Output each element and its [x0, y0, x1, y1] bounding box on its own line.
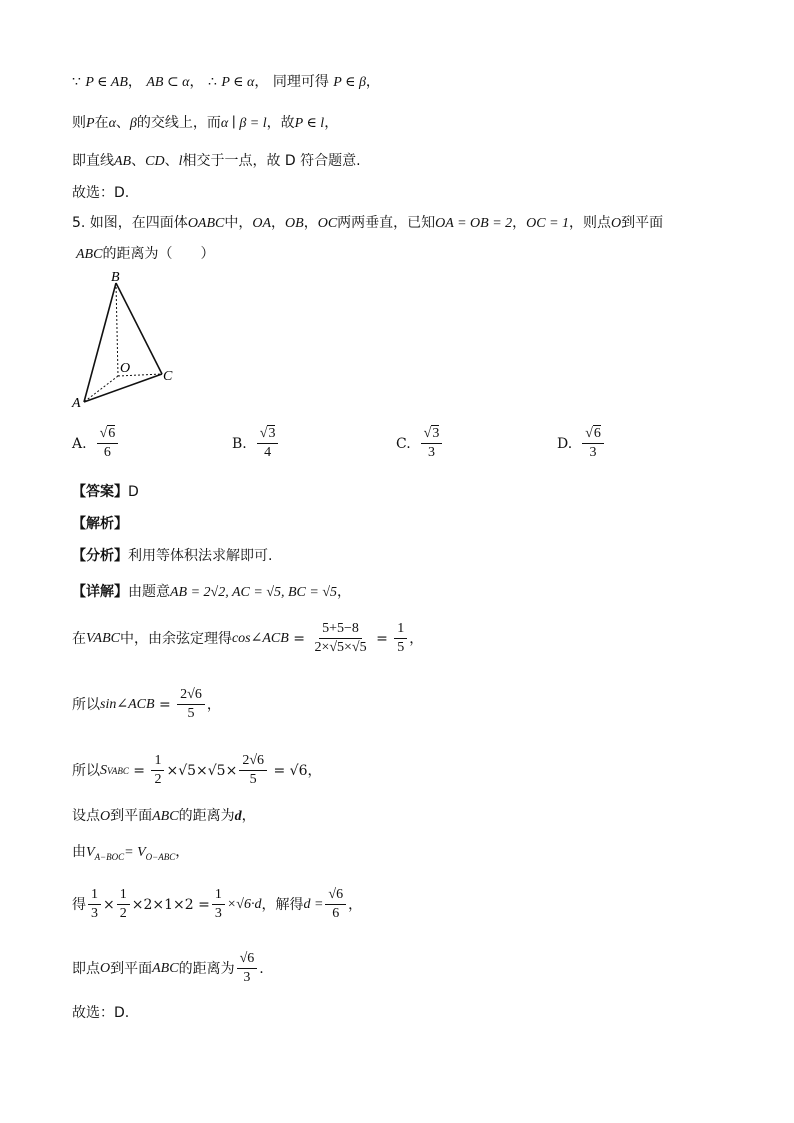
s6-solve: ，解得: [261, 896, 304, 913]
s6-result: [325, 886, 346, 923]
option-d-value: $\frac{√6}{3}$: [582, 425, 604, 462]
text-to-plane: 到平面: [621, 215, 664, 231]
cos-result-den: 5: [397, 640, 405, 655]
s6-d: d =: [303, 896, 324, 912]
question-5-line-1: [72, 213, 663, 234]
s4-d: d: [234, 809, 242, 824]
s3-s: S: [100, 762, 107, 778]
step-sine: 所以 sin∠ACB = $\frac{2√6}{5}$ ，: [72, 687, 221, 721]
text-then: 则: [72, 115, 86, 131]
s7-a: 即点: [72, 960, 100, 977]
option-d-letter: D.: [557, 435, 573, 452]
option-b-num: 3: [268, 426, 276, 441]
q5-blank: 的距离为（ ）: [102, 246, 215, 262]
answer-value: D: [128, 484, 139, 500]
sin-fraction: [177, 686, 205, 723]
therefore-symbol: ∴: [207, 74, 217, 90]
text-dunhao: 、: [115, 115, 130, 131]
comma-3: ，: [512, 215, 527, 231]
proof-line-1: ∵ P ∈ AB， AB ⊂ α， ∴ P ∈ α， 同理可得 P ∈ β，: [72, 74, 380, 90]
math-l: l: [178, 154, 183, 169]
s3-f1d: 2: [154, 772, 162, 787]
option-c-den: 3: [428, 445, 436, 460]
final-choice: 故选：D.: [72, 1005, 130, 1021]
option-c[interactable]: [396, 425, 444, 462]
edge-bo: [116, 283, 118, 376]
text-at: 在: [94, 115, 109, 131]
option-a-num: 6: [108, 426, 116, 441]
detail-text: 由题意: [128, 584, 170, 600]
math-alpha: α: [108, 116, 116, 131]
s6-frac-2: [117, 886, 130, 923]
s5-you: 由: [72, 844, 86, 860]
sin-num: 2√6: [177, 686, 205, 705]
proof-line-3: [72, 151, 361, 172]
math-alpha-cap-beta: α ∣ β = l: [220, 116, 267, 131]
s3-f1n: 1: [151, 752, 164, 771]
cos-den: 2×√5×√5: [314, 640, 367, 655]
option-a-letter: A.: [72, 435, 87, 452]
math-oc-1: OC = 1: [526, 216, 570, 231]
answer-choice-previous: 故选：D.: [72, 185, 130, 201]
edge-ba: [84, 283, 116, 402]
option-a[interactable]: [72, 425, 120, 462]
s3-res: = √6: [273, 762, 308, 779]
math-oc: OC: [317, 216, 338, 231]
comma-1: ，: [271, 215, 286, 231]
sin-den: 5: [187, 706, 195, 721]
s4-c: 到平面: [110, 808, 153, 824]
s6-rn: √6: [325, 886, 346, 905]
comma-2: ，: [303, 215, 318, 231]
math-p-in-ab: P ∈ AB: [85, 75, 128, 90]
text-line: 即直线: [72, 153, 114, 169]
detail-math: AB = 2√2, AC = √5, BC = √5: [170, 585, 338, 600]
option-d-num: 6: [593, 426, 601, 441]
s2-suoyi: 所以: [72, 696, 100, 713]
cos-fraction: [311, 620, 369, 657]
answer-line: [72, 482, 139, 502]
fenxi-line: [72, 546, 272, 566]
text-zhong: 中，: [224, 215, 253, 231]
step-conclusion: 即点 O 到平面 ABC 的距离为 $\frac{√6}{3}$ .: [72, 951, 264, 985]
math-ob: OB: [285, 216, 304, 231]
option-d[interactable]: [557, 425, 606, 462]
math-oa: OA: [252, 216, 272, 231]
option-c-value: $\frac{√3}{3}$: [421, 425, 443, 462]
text-similarly: 同理可得: [272, 74, 329, 90]
option-b-den: 4: [264, 445, 272, 460]
s4-abc: ABC: [152, 809, 179, 824]
s3-f2n: 2√6: [239, 752, 267, 771]
option-c-num: 3: [432, 426, 440, 441]
option-a-value: $\frac{√6}{6}$: [97, 425, 119, 462]
option-b[interactable]: [232, 425, 280, 462]
fenxi-label: 【分析】: [72, 548, 128, 564]
math-p-in-l: P ∈ l: [294, 116, 325, 131]
s6-f2d: 2: [119, 906, 127, 921]
s3-mid: ×√5×√5×: [166, 762, 238, 779]
area-sin: [239, 752, 267, 789]
s7-rn: √6: [237, 950, 258, 969]
step-area: 所以 S VABC = $\frac{1}{2}$ ×√5×√5× $\frac{2√6}{5}$ = √6 ，: [72, 753, 322, 787]
edge-ac: [84, 374, 162, 402]
q5-intro: 5. 如图，在四面体: [72, 215, 188, 231]
step-set-d: 设点O到平面ABC的距离为d，: [72, 808, 256, 824]
s4-e: 的距离为: [178, 808, 235, 824]
s4-o: O: [100, 809, 111, 824]
cos-num: 5+5−8: [319, 620, 362, 639]
area-half: [151, 752, 164, 789]
math-p-in-alpha: P ∈ α: [221, 75, 255, 90]
text-so: ，故: [266, 115, 295, 131]
s6-end: ×√6·d: [226, 896, 262, 912]
text-intersect-one-point: 相交于一点，故 D 符合题意.: [182, 153, 361, 169]
fenxi-text: 利用等体积法求解即可.: [128, 548, 273, 564]
cos-result-num: 1: [394, 620, 407, 639]
analysis-label: 【解析】: [72, 516, 128, 532]
question-5-line-2: [76, 244, 214, 265]
s6-de: 得: [72, 896, 86, 913]
s6-f3d: 3: [214, 906, 222, 921]
s1-cos: cos∠ACB: [231, 630, 289, 646]
label-o: O: [120, 361, 131, 376]
edge-oa: [84, 376, 118, 402]
label-a: A: [72, 396, 81, 411]
math-ab: AB: [114, 154, 132, 169]
label-c: C: [163, 369, 173, 384]
s6-f1n: 1: [88, 886, 101, 905]
text-perpendicular: 两两垂直，已知: [337, 215, 436, 231]
s6-mid: ×2×1×2 =: [131, 896, 210, 913]
s6-frac-3: [212, 886, 225, 923]
because-symbol: ∵: [72, 74, 81, 90]
math-p-in-beta: P ∈ β: [333, 75, 366, 90]
math-beta: β: [129, 116, 137, 131]
s7-o: O: [100, 960, 111, 976]
step-volume: 由$V_{A-BOC}= V_{O-ABC}$，: [72, 844, 190, 862]
s7-e: 的距离为: [178, 960, 235, 977]
option-a-den: 6: [103, 445, 111, 460]
s5-v1: V: [86, 845, 95, 860]
proof-line-2: 则P在α、β的交线上，而α ∣ β = l，故P ∈ l，: [72, 115, 339, 131]
math-abc: ABC: [76, 247, 103, 262]
math-cd: CD: [145, 154, 165, 169]
step-cosine: 在 VABC 中，由余弦定理得 cos∠ACB = $\frac{5+5-8}{2\times√5\times√5}$ = $\frac{1}{5}$ ，: [72, 621, 424, 655]
s7-rd: 3: [243, 970, 251, 985]
s4-a: 设点: [72, 808, 100, 824]
s6-f1d: 3: [91, 906, 98, 921]
text-then-point: ，则点: [569, 215, 612, 231]
tetrahedron-figure: [66, 268, 186, 413]
s7-c: 到平面: [110, 960, 153, 977]
s1-text: 中，由余弦定理得: [119, 630, 232, 647]
math-o: O: [611, 216, 622, 231]
answer-label: 【答案】: [72, 484, 128, 500]
s1-triangle: VABC: [86, 630, 120, 646]
text-dunhao-1: 、: [131, 153, 146, 169]
option-d-den: 3: [589, 445, 597, 460]
text-dunhao-2: 、: [164, 153, 179, 169]
text-intersection: 的交线上，而: [136, 115, 221, 131]
math-ab-subset-alpha: AB ⊂ α: [146, 75, 190, 90]
s6-f3n: 1: [212, 886, 225, 905]
math-p: P: [86, 116, 95, 131]
s5-v2: = V: [124, 845, 146, 860]
s7-abc: ABC: [152, 960, 179, 976]
option-b-value: $\frac{√3}{4}$: [257, 425, 279, 462]
s5-v1-sub: A−BOC: [94, 852, 125, 862]
s6-rd: 6: [332, 906, 340, 921]
cos-result: [394, 620, 407, 657]
step-solve: 得 $\frac{1}{3}$ × $\frac{1}{2}$ ×2×1×2 = $\frac{1}{3}$ ×√6·d ，解得 d = $\frac{√6}{6}$ ，: [72, 887, 363, 921]
s2-sin: sin∠ACB: [100, 696, 155, 712]
detail-line: 【详解】由题意AB = 2√2, AC = √5, BC = √5，: [72, 584, 352, 600]
s3-f2d: 5: [249, 772, 257, 787]
s5-v2-sub: O−ABC: [145, 852, 176, 862]
analysis-heading: [72, 514, 128, 534]
math-oabc: OABC: [187, 216, 225, 231]
s3-suoyi: 所以: [72, 762, 100, 779]
math-oa-ob-2: OA = OB = 2: [435, 216, 513, 231]
s6-f2n: 1: [117, 886, 130, 905]
label-b: B: [111, 270, 120, 285]
final-distance: [237, 950, 258, 987]
option-c-letter: C.: [396, 435, 411, 452]
s3-sub: VABC: [107, 765, 129, 776]
option-b-letter: B.: [232, 435, 247, 452]
s6-frac-1: [88, 886, 101, 923]
detail-label: 【详解】: [72, 584, 128, 600]
s1-zai: 在: [72, 630, 86, 647]
